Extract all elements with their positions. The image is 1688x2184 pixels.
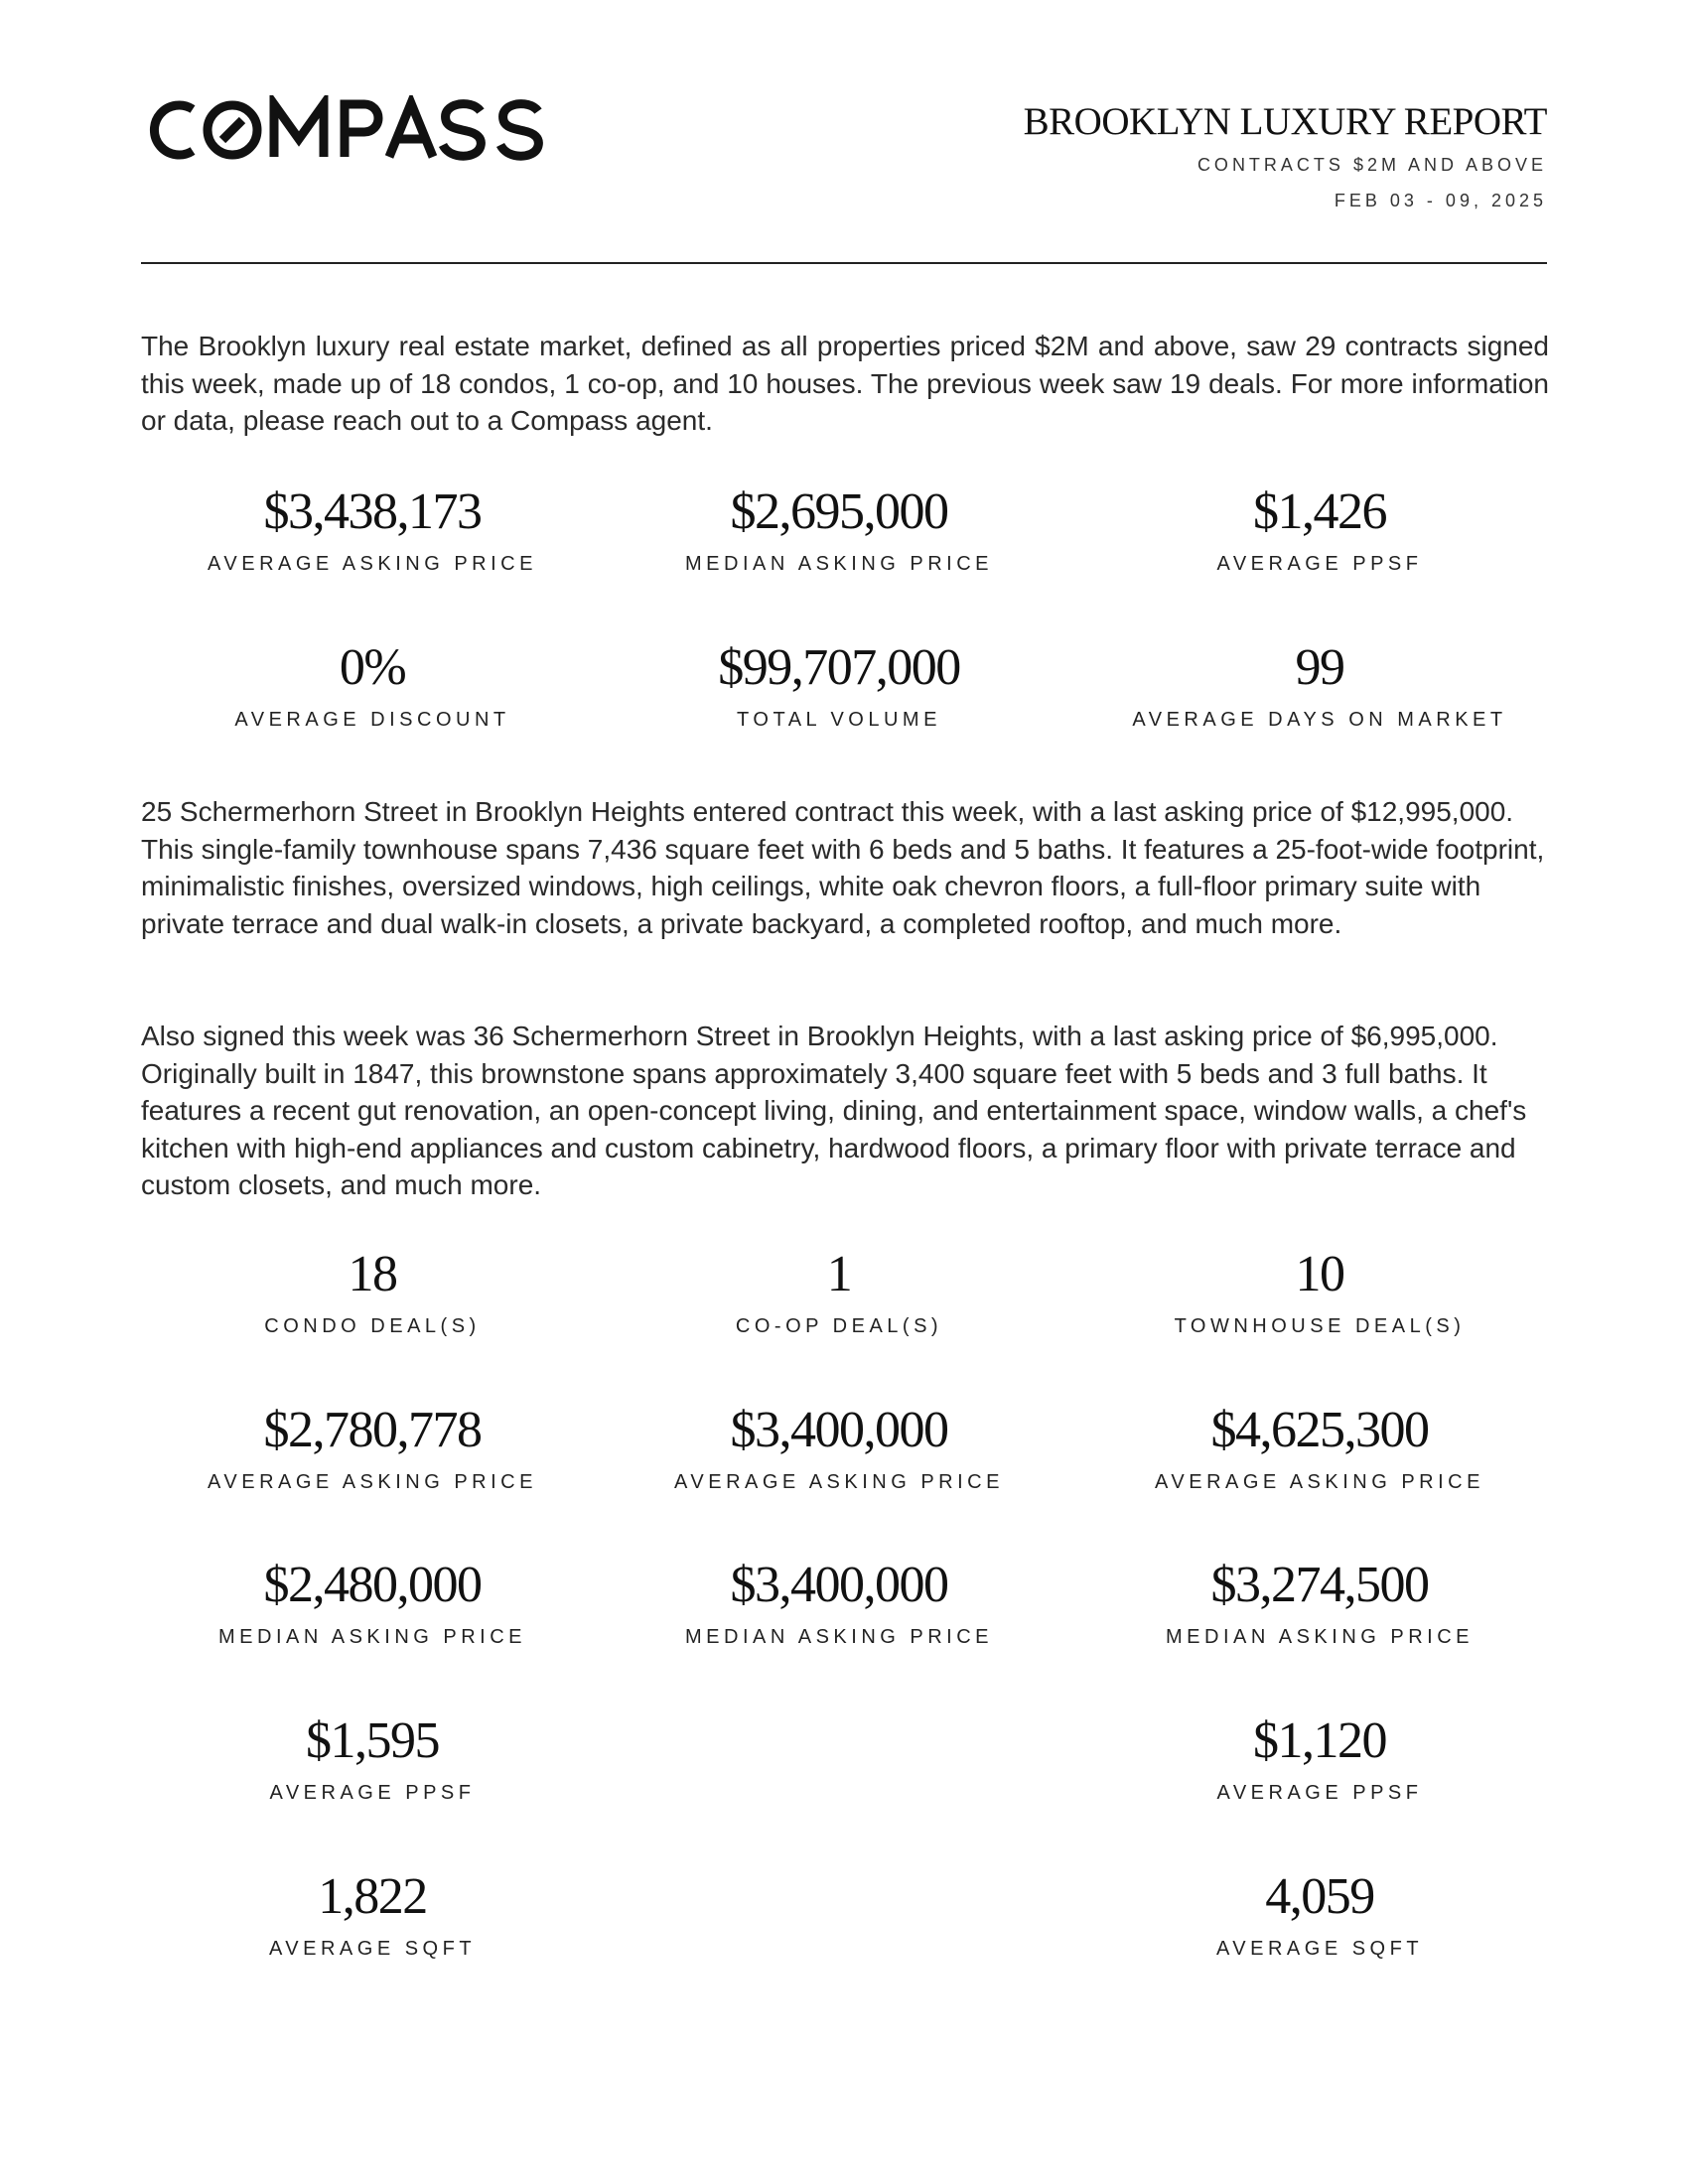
stat-value: 99: [1295, 639, 1344, 696]
condo-median-asking-price: [134, 1556, 611, 1649]
stat-value: $2,480,000: [263, 1557, 482, 1613]
stat-value: $3,274,500: [1210, 1557, 1429, 1613]
report-date-range: FEB 03 - 09, 2025: [1334, 191, 1547, 210]
townhouse-average-ppsf: [1081, 1711, 1558, 1805]
condo-average-asking-price: [134, 1401, 611, 1494]
highlight-paragraph: 25 Schermerhorn Street in Brooklyn Heights entered contract this week, with a last asking price of $12,995,000. This single-family townhouse spans 7,436 square feet with 6 beds and 5 baths. It features a 25-foot-wide footprint, minimalistic finishes, oversized windows, high ceilings, white oak chevron floors, a full-floor primary suite with private terrace and dual walk-in closets, a private backyard, a completed rooftop, and much more.: [141, 796, 1545, 939]
stat-label: AVERAGE SQFT: [268, 1938, 477, 1960]
stat-label: AVERAGE ASKING PRICE: [674, 1471, 1004, 1493]
stat-value: 10: [1295, 1246, 1344, 1302]
report-subtitle: CONTRACTS $2M AND ABOVE: [1196, 155, 1547, 175]
stat-value: $1,426: [1253, 483, 1386, 540]
stat-value: $2,780,778: [263, 1402, 482, 1458]
stat-label: AVERAGE PPSF: [1216, 553, 1423, 575]
stat-label: CO-OP DEAL(S): [735, 1315, 943, 1337]
stat-value: 0%: [339, 639, 406, 696]
header-divider: [141, 262, 1547, 264]
stat-median-asking-price: [601, 482, 1077, 576]
stat-value: $1,120: [1253, 1712, 1386, 1769]
townhouse-deals: [1081, 1245, 1558, 1338]
stat-label: AVERAGE ASKING PRICE: [208, 553, 537, 575]
report-title: BROOKLYN LUXURY REPORT: [1023, 100, 1547, 143]
stat-label: CONDO DEAL(S): [264, 1315, 481, 1337]
stat-label: AVERAGE SQFT: [1215, 1938, 1424, 1960]
coop-median-asking-price: [601, 1556, 1077, 1649]
stat-label: TOWNHOUSE DEAL(S): [1174, 1315, 1466, 1337]
stat-value: $2,695,000: [730, 483, 948, 540]
stat-average-asking-price: [134, 482, 611, 576]
condo-deals: [134, 1245, 611, 1338]
stat-label: AVERAGE DAYS ON MARKET: [1132, 709, 1507, 731]
highlight-paragraph: Also signed this week was 36 Schermerhorn Street in Brooklyn Heights, with a last asking price of $6,995,000. Originally built in 1847, this brownstone spans approximately 3,400 square feet with 5 beds and 3 full baths. It features a recent gut renovation, an open-concept living, dining, and entertainment space, window walls, a chef's kitchen with high-end appliances and custom cabinetry, hardwood floors, a primary floor with private terrace and custom closets, and much more.: [141, 1021, 1527, 1200]
stat-value: 1,822: [318, 1868, 427, 1925]
stat-value: 1: [826, 1246, 852, 1302]
stat-label: AVERAGE ASKING PRICE: [1155, 1471, 1484, 1493]
stat-value: $99,707,000: [718, 639, 960, 696]
stat-value: 4,059: [1265, 1868, 1374, 1925]
stat-label: AVERAGE PPSF: [1216, 1782, 1423, 1804]
condo-average-sqft: [134, 1867, 611, 1961]
condo-average-ppsf: [134, 1711, 611, 1805]
stat-label: MEDIAN ASKING PRICE: [685, 1626, 993, 1648]
stat-value: 18: [348, 1246, 397, 1302]
coop-average-asking-price: [601, 1401, 1077, 1494]
stat-average-days-on-market: [1081, 638, 1558, 732]
stat-label: MEDIAN ASKING PRICE: [685, 553, 993, 575]
stat-label: AVERAGE ASKING PRICE: [208, 1471, 537, 1493]
stat-label: AVERAGE PPSF: [269, 1782, 476, 1804]
townhouse-average-sqft: [1081, 1867, 1558, 1961]
compass-logo: [141, 95, 568, 165]
stat-average-discount: [134, 638, 611, 732]
stat-label: MEDIAN ASKING PRICE: [1166, 1626, 1474, 1648]
coop-deals: [601, 1245, 1077, 1338]
stat-value: $1,595: [306, 1712, 439, 1769]
stat-total-volume: [601, 638, 1077, 732]
stat-value: $3,400,000: [730, 1402, 948, 1458]
stat-value: $4,625,300: [1210, 1402, 1429, 1458]
stat-value: $3,400,000: [730, 1557, 948, 1613]
townhouse-average-asking-price: [1081, 1401, 1558, 1494]
townhouse-median-asking-price: [1081, 1556, 1558, 1649]
intro-paragraph: The Brooklyn luxury real estate market, defined as all properties priced $2M and above, saw 29 contracts signed this week, made up of 18 condos, 1 co-op, and 10 houses. The previous week saw 19 deals. For more information or data, please reach out to a Compass agent.: [141, 331, 1549, 436]
stat-value: $3,438,173: [263, 483, 482, 540]
stat-label: MEDIAN ASKING PRICE: [218, 1626, 526, 1648]
stat-average-ppsf: [1081, 482, 1558, 576]
compass-logo-icon: [141, 95, 568, 165]
stat-label: AVERAGE DISCOUNT: [234, 709, 510, 731]
stat-label: TOTAL VOLUME: [737, 709, 941, 731]
